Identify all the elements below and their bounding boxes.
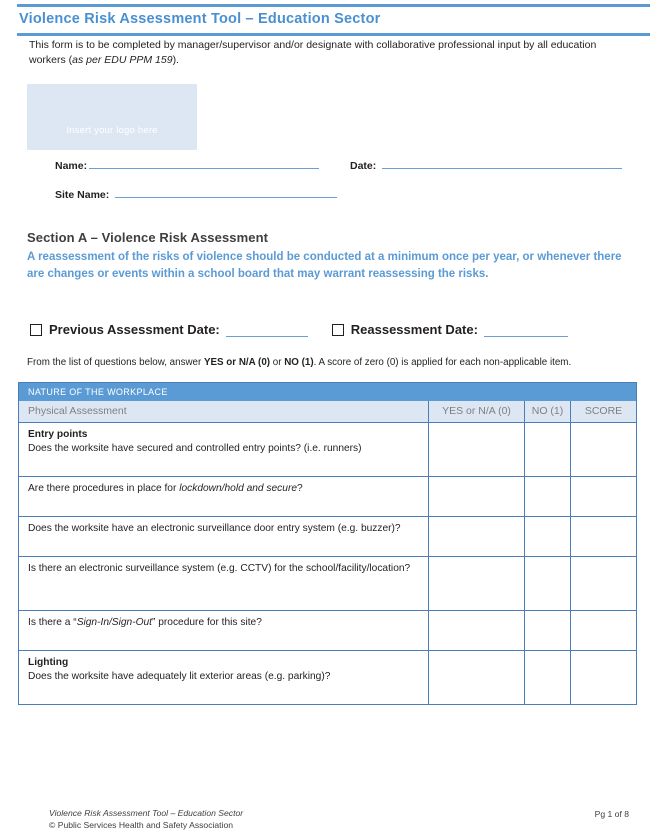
instruction-bold-no: NO (1) [284, 357, 314, 368]
reassessment-label: Reassessment Date: [350, 322, 478, 337]
intro-text-part2: ). [172, 53, 179, 66]
question-cell [19, 477, 429, 517]
answer-score-cell[interactable] [571, 651, 637, 705]
date-label: Date: [350, 160, 377, 172]
question-text-before: Does the worksite have secured and controlled entry points? (i.e. runners) [28, 443, 362, 454]
site-name-field-row [55, 186, 337, 201]
answer-no-cell[interactable] [525, 651, 571, 705]
section-a-subheading: A reassessment of the risks of violence should be conducted at a minimum once per year, or whenever there are changes or events within a school board that may warrant reassessing the risks. [27, 251, 622, 280]
physical-assessment-table [18, 382, 637, 705]
name-field-row [55, 157, 319, 172]
table-row [19, 477, 637, 517]
question-text [28, 616, 419, 630]
previous-assessment-checkbox[interactable] [30, 324, 42, 336]
question-title: Lighting [28, 657, 69, 668]
question-title: Entry points [28, 429, 88, 440]
answer-yes-na-cell[interactable] [429, 557, 525, 611]
logo-placeholder[interactable] [27, 84, 197, 150]
column-header-physical-assessment: Physical Assessment [19, 401, 429, 423]
question-text-before: Is there an electronic surveillance system (e.g. CCTV) for the school/facility/location? [28, 563, 411, 574]
question-text-italic: lockdown/hold and secure [179, 483, 298, 494]
instruction-part1: From the list of questions below, answer [27, 357, 204, 368]
question-text-after: ? [297, 483, 303, 494]
footer-left [49, 808, 243, 831]
name-input[interactable] [89, 157, 319, 169]
question-text [28, 442, 419, 456]
table-band-row [19, 383, 637, 402]
site-name-label: Site Name: [55, 189, 110, 201]
reassessment-checkbox[interactable] [332, 324, 344, 336]
table-row [19, 651, 637, 705]
answer-score-cell[interactable] [571, 557, 637, 611]
answer-score-cell[interactable] [571, 423, 637, 477]
question-text-italic: Sign-In/Sign-Out [76, 617, 153, 628]
table-row [19, 423, 637, 477]
column-header-yes-na: YES or N/A (0) [429, 401, 525, 423]
question-cell [19, 517, 429, 557]
column-header-no: NO (1) [525, 401, 571, 423]
question-text [28, 562, 419, 576]
question-text [28, 482, 419, 496]
question-text-before: Is there a “ [28, 617, 77, 628]
question-text-before: Does the worksite have adequately lit exterior areas (e.g. parking)? [28, 671, 331, 682]
question-text-after: ” procedure for this site? [152, 617, 262, 628]
answer-yes-na-cell[interactable] [429, 477, 525, 517]
page-title: Violence Risk Assessment Tool – Education Sector [19, 11, 381, 27]
answer-no-cell[interactable] [525, 423, 571, 477]
answer-no-cell[interactable] [525, 611, 571, 651]
answer-score-cell[interactable] [571, 477, 637, 517]
intro-text-italic: as per EDU PPM 159 [72, 53, 173, 66]
previous-assessment-label: Previous Assessment Date: [49, 322, 220, 337]
page-footer [49, 808, 629, 831]
previous-assessment-date-input[interactable] [226, 323, 308, 337]
scoring-instruction [27, 356, 637, 370]
title-rule-top [17, 4, 650, 7]
answer-yes-na-cell[interactable] [429, 517, 525, 557]
title-rule-bottom [17, 33, 650, 36]
intro-paragraph [29, 38, 629, 67]
table-row [19, 557, 637, 611]
question-text [28, 522, 419, 536]
table-band-title: NATURE OF THE WORKPLACE [19, 383, 637, 402]
answer-yes-na-cell[interactable] [429, 651, 525, 705]
answer-score-cell[interactable] [571, 517, 637, 557]
answer-yes-na-cell[interactable] [429, 423, 525, 477]
footer-page-number: Pg 1 of 8 [594, 809, 629, 819]
name-label: Name: [55, 160, 88, 172]
site-name-input[interactable] [115, 186, 337, 198]
answer-score-cell[interactable] [571, 611, 637, 651]
question-text-before: Are there procedures in place for [28, 483, 180, 494]
answer-no-cell[interactable] [525, 517, 571, 557]
table-row [19, 517, 637, 557]
column-header-score: SCORE [571, 401, 637, 423]
document-header [17, 4, 650, 36]
answer-no-cell[interactable] [525, 477, 571, 517]
table-row [19, 611, 637, 651]
question-text [28, 670, 419, 684]
instruction-bold-yes: YES or N/A (0) [203, 357, 271, 368]
date-field-row [350, 157, 622, 172]
reassessment-date-input[interactable] [484, 323, 568, 337]
question-cell [19, 423, 429, 477]
question-cell [19, 557, 429, 611]
question-cell [19, 611, 429, 651]
date-input[interactable] [382, 157, 622, 169]
question-text-before: Does the worksite have an electronic surveillance door entry system (e.g. buzzer)? [28, 523, 401, 534]
footer-document-title: Violence Risk Assessment Tool – Education Sector [49, 808, 244, 818]
assessment-date-row [30, 322, 650, 337]
section-a-heading: Section A – Violence Risk Assessment [27, 230, 269, 245]
instruction-part2: or [270, 357, 285, 368]
question-cell [19, 651, 429, 705]
footer-copyright: © Public Services Health and Safety Association [49, 819, 234, 830]
logo-placeholder-label: Insert your logo here [66, 125, 158, 136]
table-header-row [19, 401, 637, 423]
answer-no-cell[interactable] [525, 557, 571, 611]
intro-text-part1: This form is to be completed by manager/supervisor and/or designate with collaborative professional input by all education workers ( [29, 39, 597, 66]
answer-yes-na-cell[interactable] [429, 611, 525, 651]
instruction-part3: . A score of zero (0) is applied for each non-applicable item. [313, 357, 572, 368]
